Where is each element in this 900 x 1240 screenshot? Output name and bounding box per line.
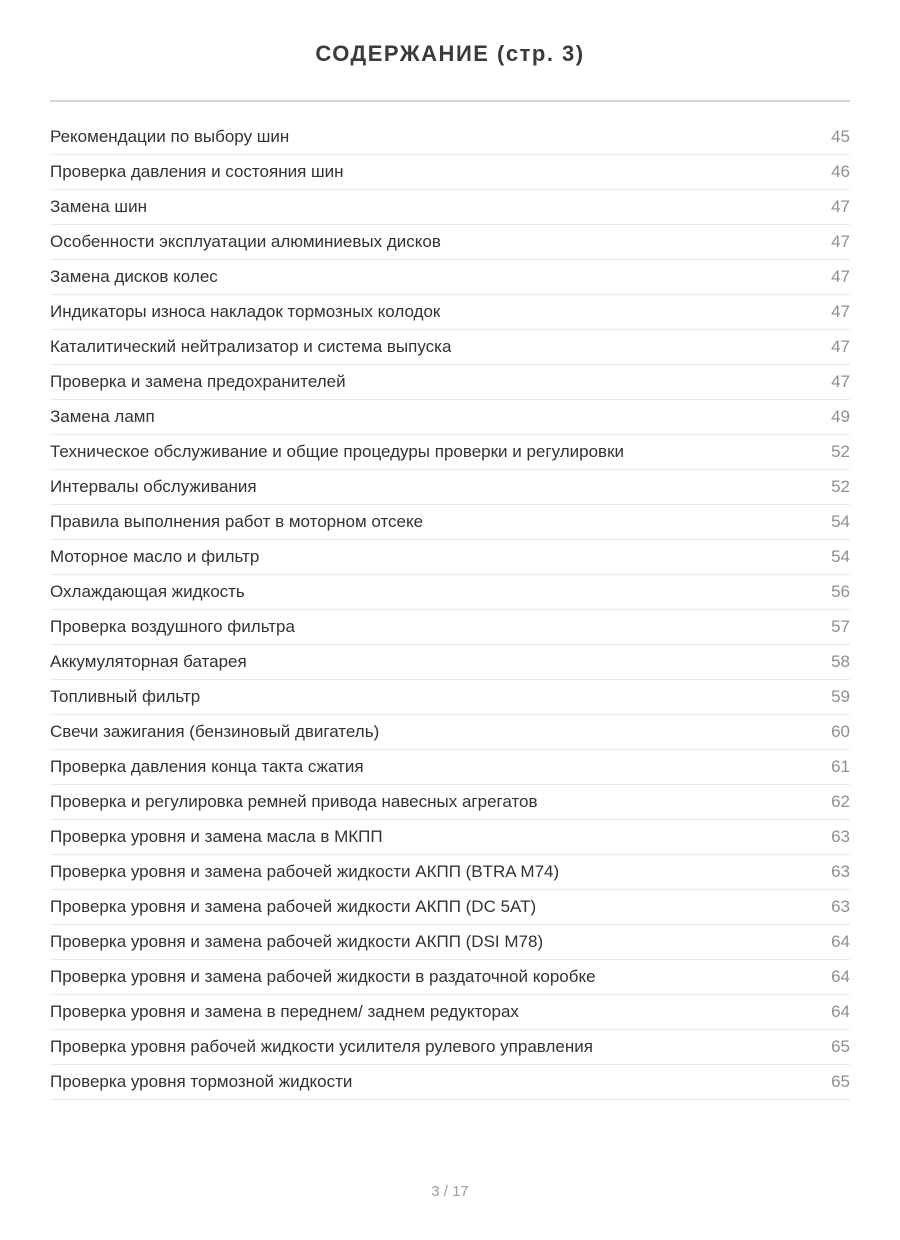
toc-row (50, 995, 850, 1030)
toc-item-page: 62 (831, 792, 850, 811)
toc-item-label: Рекомендации по выбору шин (50, 127, 290, 146)
toc-item-page: 45 (831, 127, 850, 146)
toc-item-page: 49 (831, 407, 850, 426)
toc-item-label: Интервалы обслуживания (50, 477, 257, 496)
toc-row (50, 680, 850, 715)
toc-item-page: 64 (831, 1002, 850, 1021)
toc-item-label: Проверка уровня и замена в переднем/ заднем редукторах (50, 1002, 519, 1021)
title-divider (50, 100, 850, 102)
toc-item-label: Проверка уровня и замена рабочей жидкости АКПП (DC 5AT) (50, 897, 537, 916)
toc-item-label: Проверка и регулировка ремней привода навесных агрегатов (50, 792, 538, 811)
toc-item-label: Проверка уровня и замена масла в МКПП (50, 827, 383, 846)
toc-item-page: 47 (831, 372, 850, 391)
toc-row (50, 190, 850, 225)
toc-item-label: Проверка уровня и замена рабочей жидкости в раздаточной коробке (50, 967, 596, 986)
toc-row (50, 260, 850, 295)
toc-row (50, 750, 850, 785)
toc-row (50, 295, 850, 330)
toc-item-page: 60 (831, 722, 850, 741)
toc-row (50, 1030, 850, 1065)
toc-item-page: 47 (831, 232, 850, 251)
toc-item-label: Проверка уровня рабочей жидкости усилителя рулевого управления (50, 1037, 593, 1056)
toc-row (50, 645, 850, 680)
toc-row (50, 820, 850, 855)
page-title: СОДЕРЖАНИЕ (стр. 3) (315, 41, 585, 66)
toc-item-label: Проверка давления конца такта сжатия (50, 757, 364, 776)
toc-item-label: Проверка и замена предохранителей (50, 372, 346, 391)
toc-row (50, 505, 850, 540)
toc-item-page: 57 (831, 617, 850, 636)
toc-item-page: 47 (831, 337, 850, 356)
toc-item-page: 61 (831, 757, 850, 776)
toc-item-label: Проверка давления и состояния шин (50, 162, 344, 181)
toc-item-page: 59 (831, 687, 850, 706)
toc-item-label: Замена шин (50, 197, 147, 216)
toc-row (50, 715, 850, 750)
toc-item-page: 52 (831, 442, 850, 461)
toc-item-label: Проверка уровня и замена рабочей жидкости АКПП (BTRA M74) (50, 862, 560, 881)
toc-item-label: Охлаждающая жидкость (50, 582, 245, 601)
toc-item-page: 65 (831, 1037, 850, 1056)
toc-row (50, 435, 850, 470)
toc-item-label: Особенности эксплуатации алюминиевых дисков (50, 232, 441, 251)
toc-item-page: 52 (831, 477, 850, 496)
toc-row (50, 890, 850, 925)
toc-row (50, 470, 850, 505)
toc-item-label: Проверка воздушного фильтра (50, 617, 295, 636)
toc-row (50, 610, 850, 645)
toc-row (50, 330, 850, 365)
toc-item-page: 54 (831, 547, 850, 566)
toc-row (50, 225, 850, 260)
toc-row (50, 155, 850, 190)
toc-item-label: Топливный фильтр (50, 687, 201, 706)
toc-row (50, 120, 850, 155)
toc-item-label: Свечи зажигания (бензиновый двигатель) (50, 722, 380, 741)
toc-item-label: Техническое обслуживание и общие процедуры проверки и регулировки (50, 442, 625, 461)
toc-item-page: 64 (831, 967, 850, 986)
toc-item-label: Индикаторы износа накладок тормозных колодок (50, 302, 441, 321)
toc-item-label: Замена дисков колес (50, 267, 218, 286)
document-page (0, 40, 900, 1100)
toc-row (50, 540, 850, 575)
toc-item-page: 47 (831, 302, 850, 321)
toc-item-label: Моторное масло и фильтр (50, 547, 260, 566)
toc-item-label: Замена ламп (50, 407, 155, 426)
toc-item-label: Проверка уровня тормозной жидкости (50, 1072, 353, 1091)
toc-item-page: 47 (831, 267, 850, 286)
page-indicator: 3 / 17 (431, 1183, 469, 1200)
toc-item-page: 54 (831, 512, 850, 531)
toc-row (50, 855, 850, 890)
toc-item-page: 47 (831, 197, 850, 216)
toc-row (50, 365, 850, 400)
toc-item-page: 63 (831, 827, 850, 846)
toc-item-page: 65 (831, 1072, 850, 1091)
toc-row (50, 925, 850, 960)
toc-item-label: Правила выполнения работ в моторном отсеке (50, 512, 424, 531)
toc-item-page: 58 (831, 652, 850, 671)
toc-item-label: Каталитический нейтрализатор и система выпуска (50, 337, 452, 356)
toc-item-label: Аккумуляторная батарея (50, 652, 247, 671)
toc-list (50, 120, 850, 1100)
toc-item-label: Проверка уровня и замена рабочей жидкости АКПП (DSI M78) (50, 932, 544, 951)
toc-item-page: 56 (831, 582, 850, 601)
toc-item-page: 63 (831, 897, 850, 916)
toc-row (50, 400, 850, 435)
toc-item-page: 64 (831, 932, 850, 951)
toc-row (50, 785, 850, 820)
toc-item-page: 46 (831, 162, 850, 181)
toc-row (50, 1065, 850, 1100)
toc-item-page: 63 (831, 862, 850, 881)
toc-row (50, 960, 850, 995)
toc-row (50, 575, 850, 610)
